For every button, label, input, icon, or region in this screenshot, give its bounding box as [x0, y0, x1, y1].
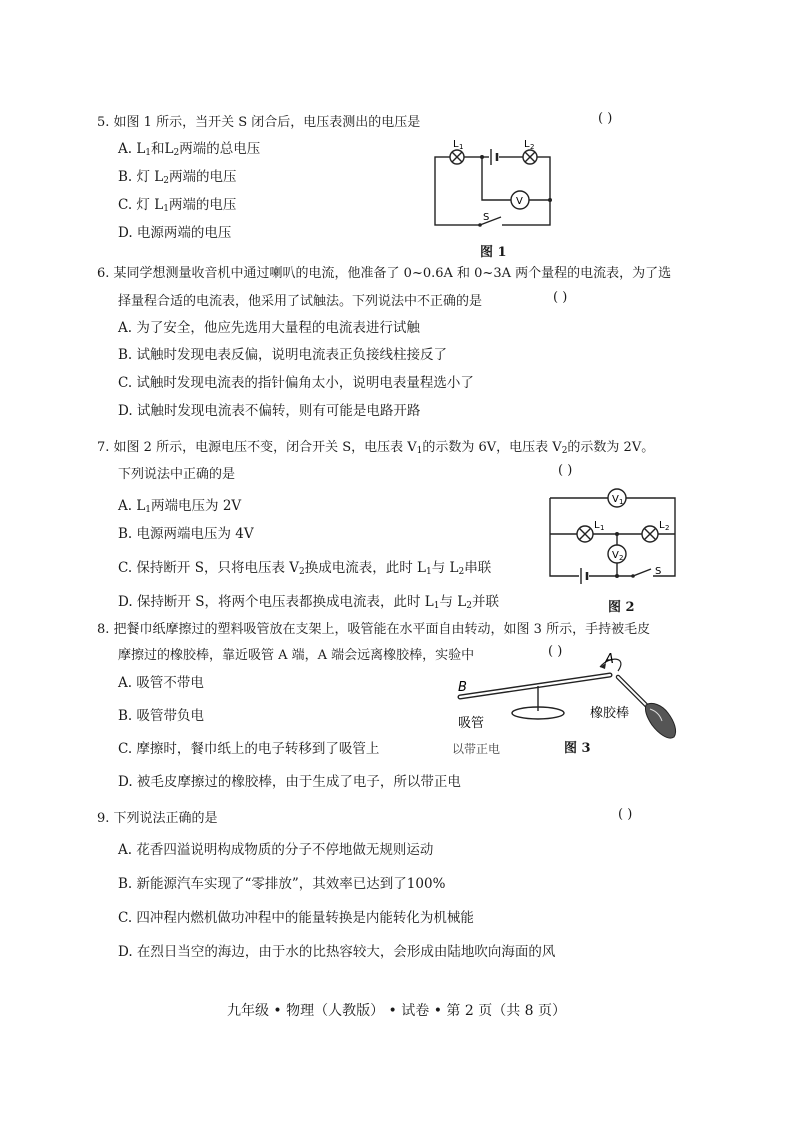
q6-stem-line1: 6. 某同学想测量收音机中通过喇叭的电流，他准备了 0~0.6A 和 0~3A 两个量程的电流表，为了选: [97, 266, 672, 281]
svg-text:A: A: [605, 652, 614, 667]
q8-option-d: D. 被毛皮摩擦过的橡胶棒，由于生成了电子，所以带正电: [118, 774, 461, 790]
q7-circuit-diagram: [545, 486, 685, 590]
q7-answer-paren: ( ): [558, 463, 573, 478]
q7-figure-caption: 图 2: [608, 600, 635, 615]
q5-option-c: C. 灯 $L_1$两端的电压: [118, 197, 237, 214]
q8-stem-line2: 摩擦过的橡胶棒，靠近吸管 A 端，A 端会远离橡胶棒，实验中: [118, 648, 475, 663]
svg-text:B: B: [458, 680, 467, 695]
q7-stem-line1: 7. 如图 2 所示，电源电压不变，闭合开关 S，电压表 $V_1$的示数为 6V，电压表 $V_2$的示数为 2V。: [97, 440, 655, 456]
svg-text:1: 1: [619, 498, 624, 506]
q6-option-b: B. 试触时发现电表反偏，说明电流表正负接线柱接反了: [118, 347, 448, 363]
svg-text:S: S: [655, 566, 662, 577]
svg-text:L: L: [524, 139, 530, 150]
svg-text:L: L: [659, 520, 665, 531]
q9-option-c: C. 四冲程内燃机做功冲程中的能量转换是内能转化为机械能: [118, 910, 474, 926]
svg-text:以带正电: 以带正电: [452, 742, 501, 755]
q6-option-d: D. 试触时发现电流表不偏转，则有可能是电路开路: [118, 403, 421, 419]
q5-circuit-wire: [435, 157, 550, 225]
svg-text:L: L: [594, 520, 600, 531]
q5-answer-paren: ( ): [598, 111, 613, 126]
q9-answer-paren: ( ): [618, 807, 633, 822]
svg-text:橡胶棒: 橡胶棒: [590, 706, 630, 721]
svg-text:V: V: [612, 550, 619, 561]
q6-option-c: C. 试触时发现电流表的指针偏角太小，说明电表量程选小了: [118, 375, 474, 391]
q5-circuit-diagram: [425, 135, 565, 235]
q5-option-b: B. 灯 $L_2$两端的电压: [118, 169, 237, 186]
svg-text:2: 2: [665, 524, 670, 532]
q8-option-c: C. 摩擦时，餐巾纸上的电子转移到了吸管上: [118, 741, 380, 757]
page-footer: 九年级 • 物理（人教版） • 试卷 • 第 2 页（共 8 页）: [226, 1003, 567, 1019]
svg-text:V: V: [516, 196, 523, 207]
q6-answer-paren: ( ): [553, 290, 568, 305]
q7-option-d: D. 保持断开 S，将两个电压表都换成电流表，此时 $L_1$与 $L_2$并联: [118, 594, 499, 611]
svg-text:吸管: 吸管: [458, 716, 485, 731]
q7-stem-line2: 下列说法中正确的是: [118, 467, 236, 482]
svg-text:L: L: [453, 139, 459, 150]
q5-figure-caption: 图 1: [480, 245, 507, 260]
q6-stem-line2: 择量程合适的电流表，他采用了试触法。下列说法中不正确的是: [118, 294, 483, 309]
svg-text:2: 2: [619, 554, 624, 562]
svg-text:1: 1: [459, 143, 464, 151]
svg-text:V: V: [612, 494, 619, 505]
q8-stem-line1: 8. 把餐巾纸摩擦过的塑料吸管放在支架上，吸管能在水平面自由转动，如图 3 所示，手持被毛皮: [97, 622, 651, 637]
q7-option-c: C. 保持断开 S，只将电压表 $V_2$换成电流表，此时 $L_1$与 $L_2$串联: [118, 560, 492, 577]
q5-stem: 5. 如图 1 所示，当开关 S 闭合后，电压表测出的电压是: [97, 115, 421, 130]
q9-stem: 9. 下列说法正确的是: [97, 811, 218, 826]
q5-option-d: D. 电源两端的电压: [118, 225, 232, 241]
q9-option-b: B. 新能源汽车实现了“零排放”，其效率已达到了100%: [118, 876, 446, 892]
q8-option-a: A. 吸管不带电: [118, 675, 204, 691]
q8-figure-caption: 图 3: [564, 741, 591, 756]
svg-text:2: 2: [530, 143, 535, 151]
q5-option-a: A. $L_1$和$L_2$两端的总电压: [118, 141, 261, 158]
q8-hand: [645, 703, 675, 738]
q7-option-a: A. $L_1$两端电压为 2V: [118, 498, 242, 515]
q8-option-b: B. 吸管带负电: [118, 708, 205, 724]
q9-option-a: A. 花香四溢说明构成物质的分子不停地做无规则运动: [118, 842, 434, 858]
q8-answer-paren: ( ): [548, 644, 563, 659]
svg-text:1: 1: [600, 524, 605, 532]
q6-option-a: A. 为了安全，他应先选用大量程的电流表进行试触: [118, 320, 420, 336]
q9-option-d: D. 在烈日当空的海边，由于水的比热容较大，会形成由陆地吹向海面的风: [118, 944, 556, 960]
svg-text:S: S: [483, 212, 490, 223]
q7-option-b: B. 电源两端电压为 4V: [118, 526, 254, 542]
